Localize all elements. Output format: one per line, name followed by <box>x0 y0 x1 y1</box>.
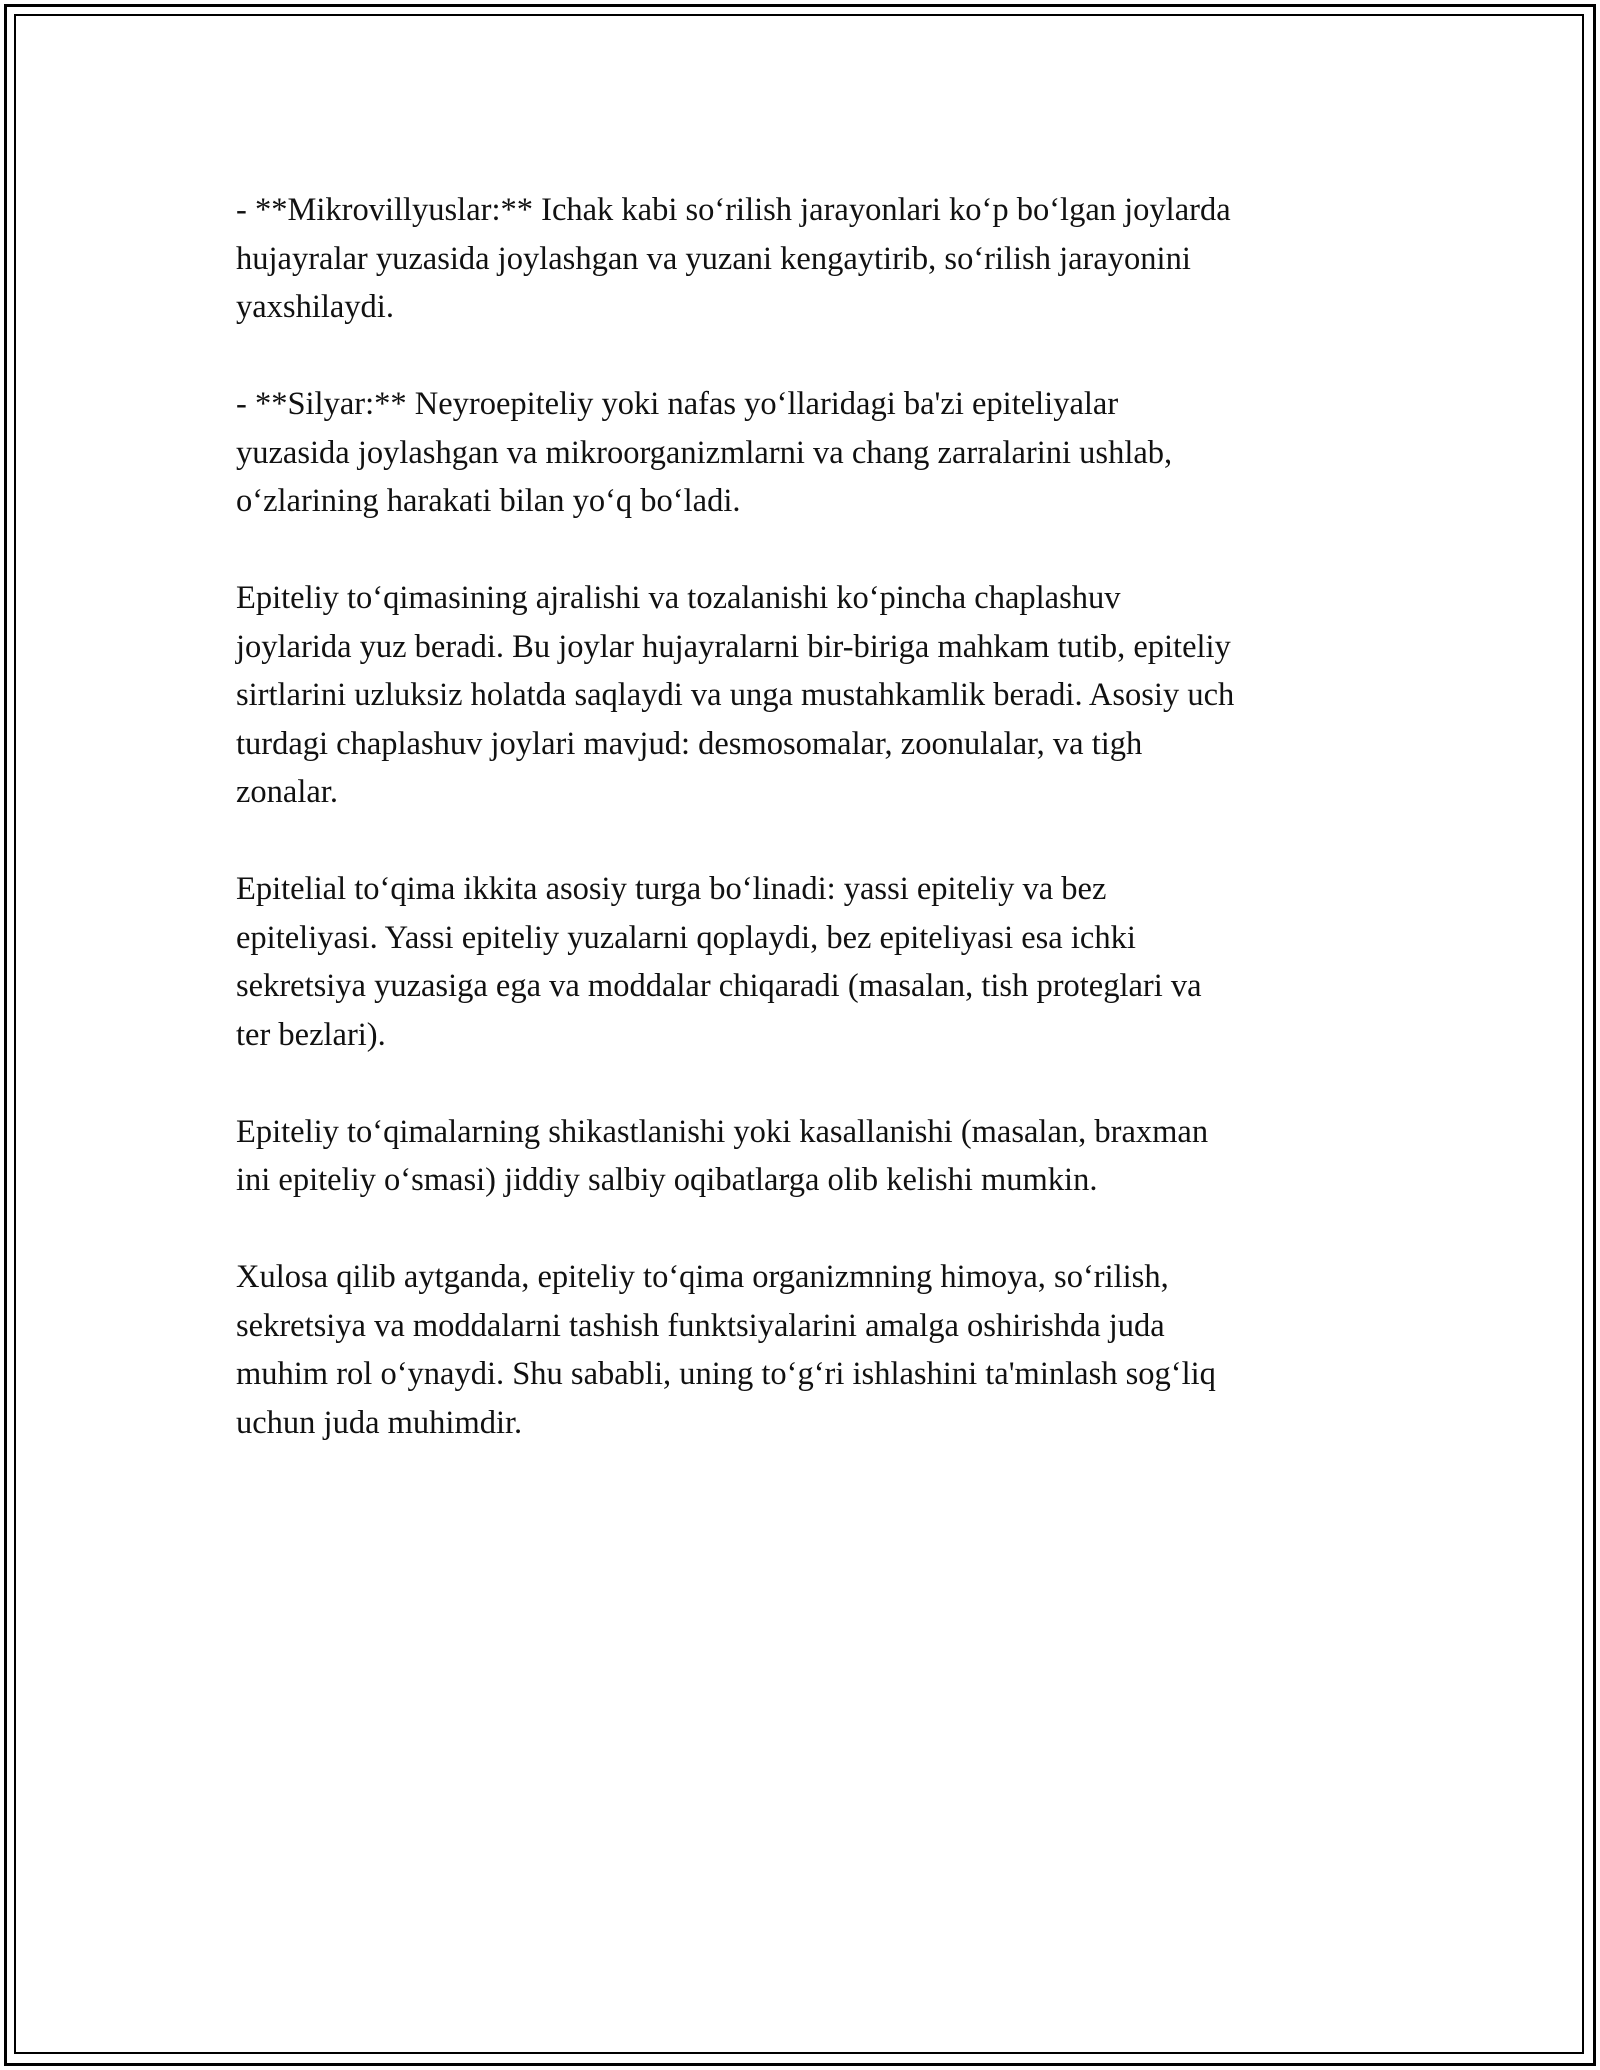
paragraph-microvilli: - **Mikrovillyuslar:** Ichak kabi so‘rilish jarayonlari ko‘p bo‘lgan joylarda hujayralar yuzasida joylashgan va yuzani kengaytirib, so‘rilish jarayonini yaxshilaydi. <box>236 192 1231 325</box>
paragraph-conclusion: Xulosa qilib aytganda, epiteliy to‘qima organizmning himoya, so‘rilish, sekretsiya va moddalarni tashish funktsiyalarini amalga oshirishda juda muhim rol o‘ynaydi. Shu sababli, uning to‘g‘ri ishlashini ta'minlash sog‘liq uchun juda muhimdir. <box>236 1259 1216 1441</box>
paragraph-junctions: Epiteliy to‘qimasining ajralishi va tozalanishi ko‘pincha chaplashuv joylarida yuz beradi. Bu joylar hujayralarni bir-biriga mahkam tutib, epiteliy sirtlarini uzluksiz holatda saqlaydi va unga mustahkamlik beradi. Asosiy uch turdagi chaplashuv joylari mavjud: desmosomalar, zoonulalar, va tigh zonalar. <box>236 580 1235 810</box>
paragraph-cilia: - **Silyar:** Neyroepiteliy yoki nafas yo‘llaridagi ba'zi epiteliyalar yuzasida joylashgan va mikroorganizmlarni va chang zarralarini ushlab, o‘zlarining harakati bilan yo‘q bo‘ladi. <box>236 386 1173 519</box>
document-body <box>236 186 1366 1496</box>
paragraph-damage: Epiteliy to‘qimalarning shikastlanishi yoki kasallanishi (masalan, braxman ini epiteliy o‘smasi) jiddiy salbiy oqibatlarga olib kelishi mumkin. <box>236 1113 1209 1198</box>
paragraph-epithelium-types: Epitelial to‘qima ikkita asosiy turga bo‘linadi: yassi epiteliy va bez epiteliyasi. Yassi epiteliy yuzalarni qoplaydi, bez epiteliyasi esa ichki sekretsiya yuzasiga ega va moddalar chiqaradi (masalan, tish proteglari va ter bezlari). <box>236 871 1202 1053</box>
